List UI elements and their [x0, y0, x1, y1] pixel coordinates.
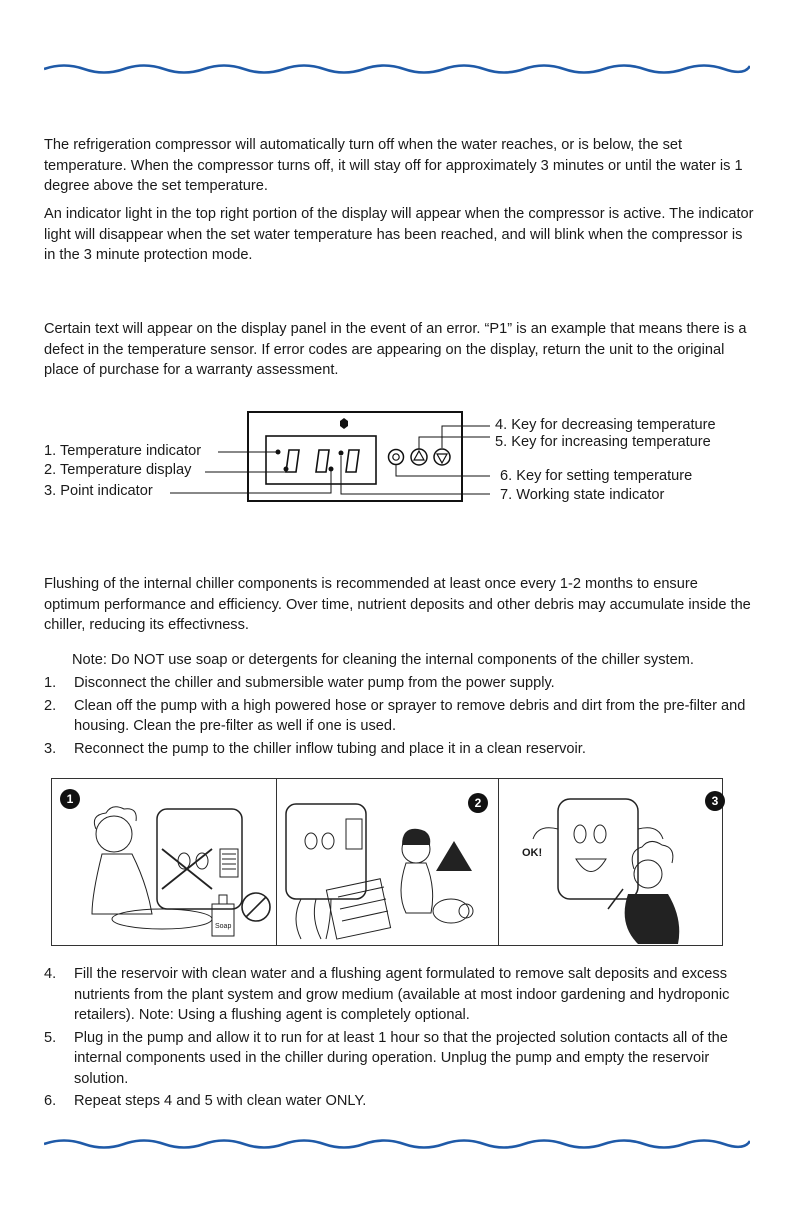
label-temperature-display: 2. Temperature display [44, 462, 192, 478]
label-point-indicator: 3. Point indicator [44, 483, 153, 499]
list-item: 6. Repeat steps 4 and 5 with clean water ONLY. [44, 1093, 367, 1109]
compressor-paragraph: The refrigeration compressor will automatically turn off when the water reaches, or is below, the set temperature. When the compressor turns off, it will stay off for approximately 3 minutes or until the water is 1 degree above the set temperature. [44, 137, 743, 194]
soap-warning-note: Note: Do NOT use soap or detergents for cleaning the internal components of the chiller system. [72, 652, 694, 668]
flushing-steps-4-6 [44, 964, 764, 1114]
display-panel-diagram [0, 404, 793, 514]
cleaning-illustrations [51, 778, 723, 946]
indicator-light-paragraph: An indicator light in the top right portion of the display will appear when the compressor is active. The indicator light will disappear when the set water temperature has been reached, and will blink when the compressor is in the 3 minute protection mode. [44, 206, 754, 263]
snowflake-icon [340, 418, 348, 429]
flushing-intro-paragraph: Flushing of the internal chiller components is recommended at least once every 1-2 months to ensure optimum performance and efficiency. Over time, nutrient deposits and other debris may accumulate inside the chiller, reducing its effectivness. [44, 576, 751, 633]
flushing-steps-1-3 [44, 673, 764, 761]
list-item: 5. Plug in the pump and allow it to run for at least 1 hour so that the projected solution contacts all of the internal components used in the chiller during operation. Unplug the pump and empty the reservoir solution. [44, 1029, 728, 1087]
list-item: 1. Disconnect the chiller and submersible water pump from the power supply. [44, 675, 555, 691]
label-set-key: 6. Key for setting temperature [500, 468, 693, 484]
illustration-panel-3 [498, 779, 722, 945]
label-temperature-indicator: 1. Temperature indicator [44, 443, 202, 459]
ok-speech-label: OK! [522, 847, 543, 859]
working-state-dot [339, 451, 344, 456]
label-working-state: 7. Working state indicator [500, 487, 665, 503]
error-codes-paragraph: Certain text will appear on the display panel in the event of an error. “P1” is an example that means there is a defect in the temperature sensor. If error codes are appearing on the display, return the unit to the original place of purchase for a warranty assessment. [44, 321, 747, 378]
step-badge-1: 1 [60, 789, 80, 809]
label-increase-key: 5. Key for increasing temperature [495, 434, 711, 450]
soap-bottle-label: Soap [215, 923, 232, 930]
digit-3 [346, 450, 359, 472]
step-badge-3: 3 [705, 791, 725, 811]
list-item: 2. Clean off the pump with a high powered hose or sprayer to remove debris and dirt from the pre-filter and housing. Clean the pre-filter as well if one is used. [44, 697, 746, 734]
digit-2 [316, 450, 329, 472]
decorative-wave-bottom [44, 1133, 750, 1155]
step-badge-2: 2 [468, 793, 488, 813]
label-decrease-key: 4. Key for decreasing temperature [495, 417, 716, 433]
list-item: 4. Fill the reservoir with clean water and a flushing agent formulated to remove salt deposits and excess nutrients from the plant system and grow medium (available at most indoor gardening and hydroponic retailers). Note: Using a flushing agent is completely optional. [44, 966, 730, 1023]
woman-washing-chiller-drawing [52, 779, 276, 945]
decorative-wave-top [44, 58, 750, 80]
illustration-panel-2 [276, 779, 499, 945]
list-item: 3. Reconnect the pump to the chiller inflow tubing and place it in a clean reservoir. [44, 740, 586, 757]
set-key-icon [389, 450, 404, 465]
happy-chiller-drawing [498, 779, 722, 945]
illustration-panel-1 [52, 779, 277, 945]
woman-spraying-pump-drawing [276, 779, 498, 945]
